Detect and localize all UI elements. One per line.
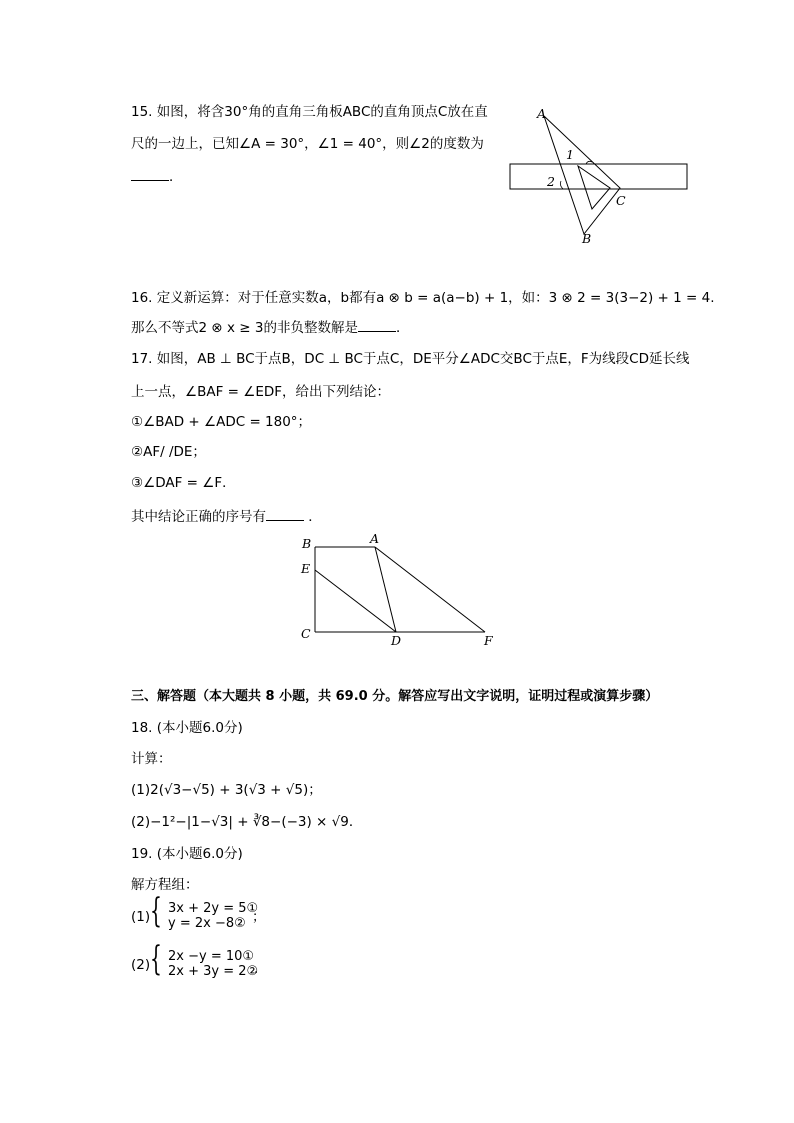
q19-system-2-label: (2) <box>131 957 151 973</box>
q17-conclusion-2: ②AF/ /DE； <box>131 444 206 460</box>
q15-line3-tail: ． <box>169 169 183 185</box>
answer-blank <box>131 167 169 181</box>
section-3-title: 三、解答题（本大题共 8 小题，共 69.0 分。解答应写出文字说明，证明过程或演算步骤） <box>131 689 659 704</box>
q17-ask-head: 其中结论正确的序号有 <box>131 509 266 525</box>
q18-part-1: (1)2(√3−√5) + 3(√3 + √5)； <box>131 782 322 798</box>
label-A: A <box>537 106 547 121</box>
q17-conclusion-1: ①∠BAD + ∠ADC = 180°； <box>131 414 312 430</box>
segment-ED <box>315 570 396 632</box>
left-brace-icon: { <box>150 891 162 931</box>
inner-triangle <box>578 166 610 209</box>
q19-system-1-eq1: 3x + 2y = 5① <box>168 901 259 916</box>
q17-ask <box>131 507 322 526</box>
label-F: F <box>484 633 493 648</box>
q19-system-1-label: (1) <box>131 909 151 925</box>
label-D: D <box>391 633 402 648</box>
segment-AF <box>375 547 485 632</box>
q18-header: 18. (本小题6.0分) <box>131 720 243 736</box>
label-A: A <box>370 532 380 546</box>
q17-ask-tail: ． <box>304 509 322 525</box>
q19-system-1-tail: ； <box>252 909 266 925</box>
label-2: 2 <box>547 174 555 189</box>
q19-system-1-eq2: y = 2x −8② <box>168 916 246 931</box>
q16-line2-tail: ． <box>395 320 410 336</box>
label-C: C <box>616 193 626 208</box>
q19-system-2-tail: ． <box>254 961 268 977</box>
q17-line2: 上一点，∠BAF = ∠EDF，给出下列结论： <box>131 384 391 400</box>
label-C: C <box>301 626 311 641</box>
q19-header: 19. (本小题6.0分) <box>131 846 243 862</box>
segment-AD <box>375 547 396 632</box>
q15-line3 <box>131 167 183 186</box>
q19-system-2-eq2: 2x + 3y = 2② <box>168 964 259 979</box>
q16-line1: 16. 定义新运算：对于任意实数a，b都有a ⊗ b = a(a−b) + 1，如：3 ⊗ 2 = 3(3−2) + 1 = 4. <box>131 290 715 306</box>
q17-conclusion-3: ③∠DAF = ∠F． <box>131 475 236 491</box>
left-brace-icon: { <box>150 939 162 979</box>
q18-part-2: (2)−1²−|1−√3| + ∛8−(−3) × √9． <box>131 814 363 830</box>
q16-line2 <box>131 318 409 337</box>
q15-line2: 尺的一边上，已知∠A = 30°，∠1 = 40°，则∠2的度数为 <box>131 136 484 152</box>
q19-intro: 解方程组： <box>131 877 199 893</box>
label-E: E <box>301 561 311 576</box>
label-B: B <box>302 536 312 551</box>
answer-blank <box>358 318 396 332</box>
q17-line1: 17. 如图，AB ⊥ BC于点B，DC ⊥ BC于点C，DE平分∠ADC交BC于点E，F为线段CD延长线 <box>131 351 690 367</box>
answer-blank <box>266 507 304 521</box>
triangle-abc <box>544 116 620 234</box>
label-1: 1 <box>566 147 574 162</box>
q17-figure <box>295 532 510 650</box>
q18-intro: 计算： <box>131 751 172 767</box>
q15-line1: 15. 如图，将含30°角的直角三角板ABC的直角顶点C放在直 <box>131 104 488 120</box>
q19-system-2-eq1: 2x −y = 10① <box>168 949 255 964</box>
q15-figure <box>500 100 700 250</box>
label-B: B <box>582 231 592 246</box>
q16-line2-head: 那么不等式2 ⊗ x ≥ 3的非负整数解是 <box>131 320 358 336</box>
